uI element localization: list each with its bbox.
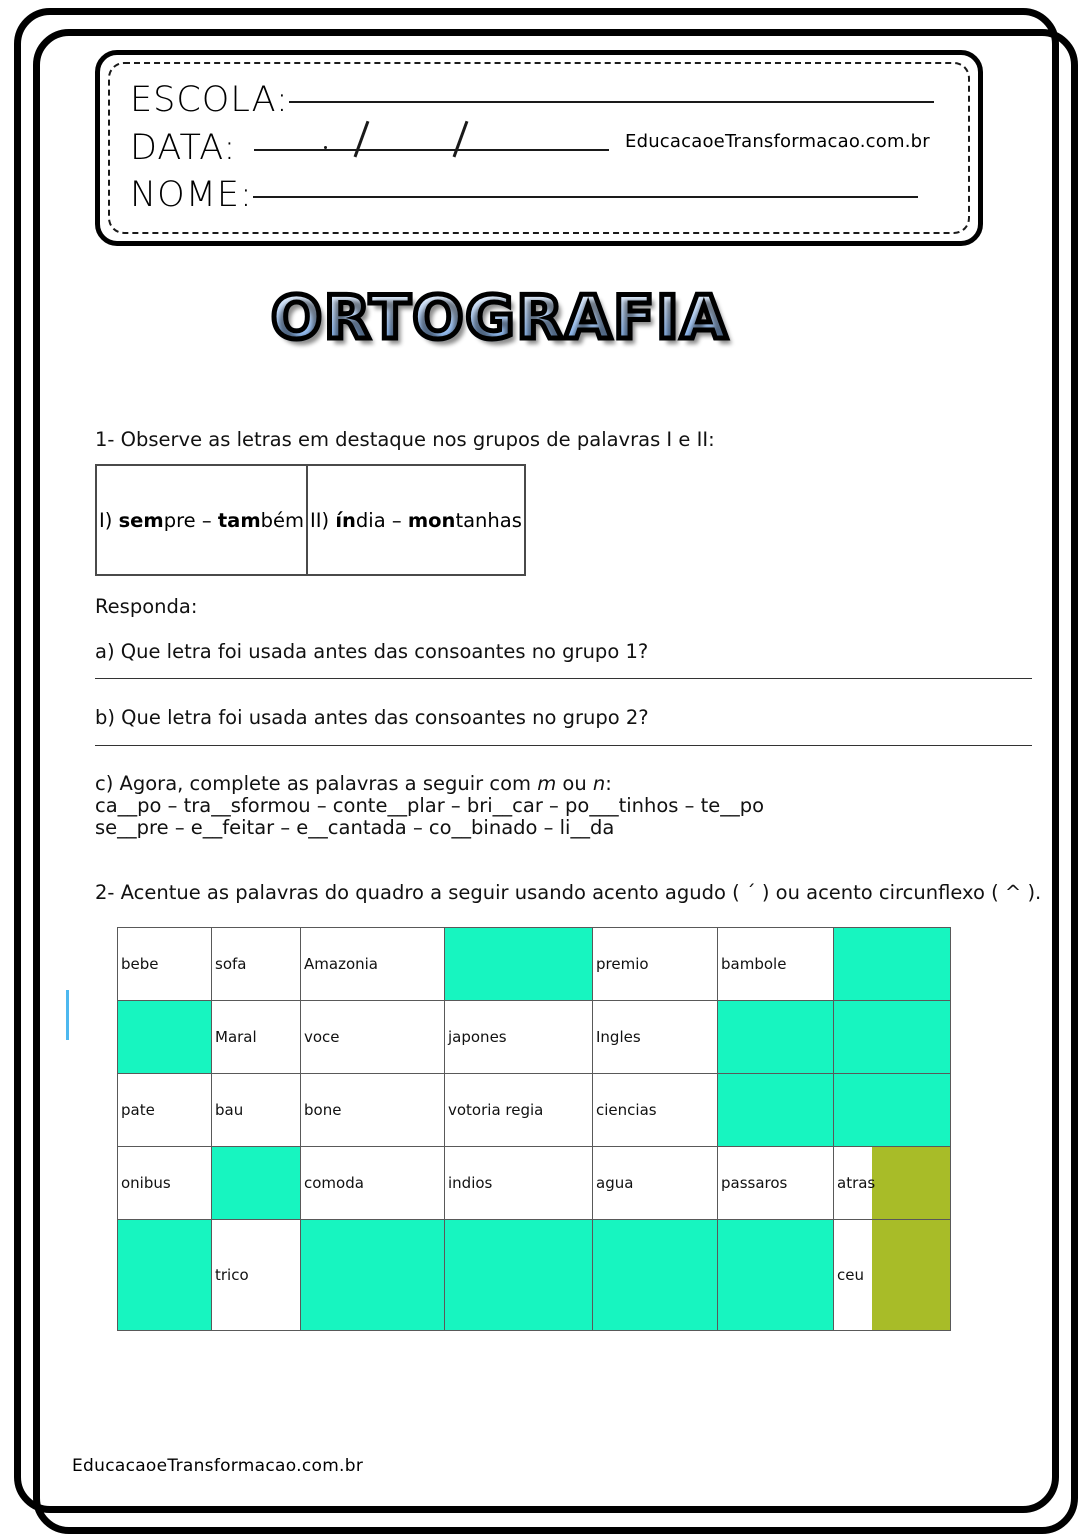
accent-grid-word: sofa — [215, 955, 247, 973]
accent-grid-cell[interactable] — [212, 1001, 301, 1074]
name-label: NOME: — [130, 175, 253, 215]
school-label: ESCOLA: — [130, 80, 289, 120]
group1-word2-bold: tam — [217, 508, 261, 532]
group2-word1-bold: ín — [335, 508, 356, 532]
group1-word1-bold: sem — [118, 508, 164, 532]
accent-grid-cell[interactable] — [118, 1220, 212, 1331]
accent-grid-cell[interactable] — [118, 1147, 212, 1220]
site-url-footer: EducacaoeTransformacao.com.br — [72, 1456, 364, 1476]
accent-grid-cell[interactable] — [593, 1147, 718, 1220]
accent-grid-cell[interactable] — [445, 1074, 593, 1147]
exercise1-item-c-line2[interactable]: se__pre – e__feitar – e__cantada – co__binado – li__da — [95, 816, 615, 839]
date-slash-1 — [354, 121, 369, 158]
page-title: ORTOGRAFIA — [270, 283, 730, 353]
accent-grid-word: pate — [121, 1101, 155, 1119]
accent-grid-cell[interactable] — [212, 1220, 301, 1331]
accent-grid-cell[interactable] — [593, 1001, 718, 1074]
group2-prefix: II) — [310, 508, 336, 532]
school-input-line[interactable] — [289, 101, 934, 103]
accent-grid-cell[interactable] — [834, 1147, 951, 1220]
accent-grid-row — [118, 1220, 951, 1331]
accent-grid-cell[interactable] — [718, 1074, 834, 1147]
accent-grid-cell[interactable] — [301, 1147, 445, 1220]
date-slash-2 — [453, 121, 468, 158]
accentuation-grid[interactable] — [117, 927, 951, 1331]
accent-grid-cell[interactable] — [301, 1001, 445, 1074]
accent-grid-word: agua — [596, 1174, 634, 1192]
exercise1-prompt: 1- Observe as letras em destaque nos grupos de palavras I e II: — [95, 428, 715, 451]
accent-grid-cell[interactable] — [212, 928, 301, 1001]
item-c-letter-m: m — [537, 772, 557, 795]
accent-grid-row — [118, 1147, 951, 1220]
accent-grid-cell[interactable] — [718, 1147, 834, 1220]
accent-grid-word: passaros — [721, 1174, 788, 1192]
accent-grid-word: Ingles — [596, 1028, 641, 1046]
accent-grid-cell[interactable] — [301, 928, 445, 1001]
date-label: DATA: — [130, 128, 237, 168]
group2-word1-rest: dia — [355, 508, 386, 532]
accent-grid-word: japones — [448, 1028, 507, 1046]
accent-grid-word: ciencias — [596, 1101, 657, 1119]
text-cursor-artifact — [66, 990, 69, 1040]
accent-grid-word: bebe — [121, 955, 159, 973]
item-c-text-before: c) Agora, complete as palavras a seguir com — [95, 772, 538, 795]
accent-grid-row — [118, 1001, 951, 1074]
site-url-header: EducacaoeTransformacao.com.br — [625, 131, 930, 152]
answer-line-a[interactable] — [95, 678, 1032, 679]
accent-grid-word: onibus — [121, 1174, 171, 1192]
responda-label: Responda: — [95, 595, 198, 618]
group1-word1-rest: pre — [163, 508, 196, 532]
accent-grid-word: bau — [215, 1101, 244, 1119]
name-field-row — [130, 175, 918, 215]
accent-grid-word: comoda — [304, 1174, 364, 1192]
accent-grid-word: atras — [837, 1174, 876, 1192]
accent-grid-cell[interactable] — [834, 1220, 951, 1331]
group1-prefix: I) — [99, 508, 119, 532]
group2-word2-rest: tanhas — [455, 508, 522, 532]
date-dot — [324, 146, 327, 149]
accent-grid-row — [118, 928, 951, 1001]
item-c-letter-n: n — [592, 772, 606, 795]
accent-grid-row — [118, 1074, 951, 1147]
answer-line-b[interactable] — [95, 745, 1032, 746]
accent-grid-cell[interactable] — [301, 1074, 445, 1147]
page-title-wrap — [0, 283, 1000, 353]
accent-grid-word: votoria regia — [448, 1101, 544, 1119]
date-slash-group — [262, 120, 602, 160]
group2-word2-bold: mon — [407, 508, 456, 532]
accent-grid-cell[interactable] — [834, 1001, 951, 1074]
accent-grid-cell[interactable] — [118, 928, 212, 1001]
accent-grid-word: Maral — [215, 1028, 257, 1046]
exercise2-prompt: 2- Acentue as palavras do quadro a seguir usando acento agudo ( ´ ) ou acento circunflexo ( ^ ). — [95, 881, 1042, 904]
accent-grid-cell[interactable] — [593, 1220, 718, 1331]
accent-grid-cell[interactable] — [593, 1074, 718, 1147]
accent-grid-cell[interactable] — [718, 928, 834, 1001]
exercise1-item-a: a) Que letra foi usada antes das consoantes no grupo 1? — [95, 640, 649, 663]
accent-grid-word: ceu — [837, 1266, 864, 1284]
accent-grid-cell[interactable] — [118, 1001, 212, 1074]
accent-grid-word: bambole — [721, 955, 787, 973]
exercise1-item-c-line1[interactable]: ca__po – tra__sformou – conte__plar – bri__car – po___tinhos – te__po — [95, 794, 765, 817]
group1-separator: – — [195, 508, 218, 532]
accent-grid-word: indios — [448, 1174, 493, 1192]
highlight-words-table — [95, 464, 526, 576]
table-row — [96, 465, 525, 575]
accent-grid-cell[interactable] — [118, 1074, 212, 1147]
accent-grid-word: voce — [304, 1028, 340, 1046]
olive-band — [872, 1220, 950, 1330]
accent-grid-cell[interactable] — [718, 1001, 834, 1074]
accent-grid-cell[interactable] — [718, 1220, 834, 1331]
accent-grid-cell[interactable] — [834, 1074, 951, 1147]
group2-separator: – — [385, 508, 408, 532]
accent-grid-word: premio — [596, 955, 649, 973]
accent-grid-word: Amazonia — [304, 955, 378, 973]
accent-grid-cell[interactable] — [212, 1074, 301, 1147]
accent-grid-cell[interactable] — [212, 1147, 301, 1220]
item-c-text-after: : — [605, 772, 612, 795]
exercise1-item-b: b) Que letra foi usada antes das consoantes no grupo 2? — [95, 706, 649, 729]
item-c-text-mid: ou — [556, 772, 593, 795]
accent-grid-cell[interactable] — [593, 928, 718, 1001]
group1-word2-rest: bém — [260, 508, 305, 532]
accent-grid-cell[interactable] — [445, 1001, 593, 1074]
accent-grid-cell[interactable] — [301, 1220, 445, 1331]
accent-grid-word: trico — [215, 1266, 249, 1284]
olive-band — [872, 1147, 950, 1219]
name-input-line[interactable] — [253, 196, 918, 198]
accent-grid-cell[interactable] — [445, 1220, 593, 1331]
accent-grid-cell[interactable] — [834, 928, 951, 1001]
group1-cell — [96, 465, 307, 575]
accent-grid-word: bone — [304, 1101, 342, 1119]
school-field-row — [130, 80, 934, 120]
accent-grid-cell[interactable] — [445, 928, 593, 1001]
accent-grid-body — [118, 928, 951, 1331]
group2-cell — [307, 465, 525, 575]
accent-grid-cell[interactable] — [445, 1147, 593, 1220]
